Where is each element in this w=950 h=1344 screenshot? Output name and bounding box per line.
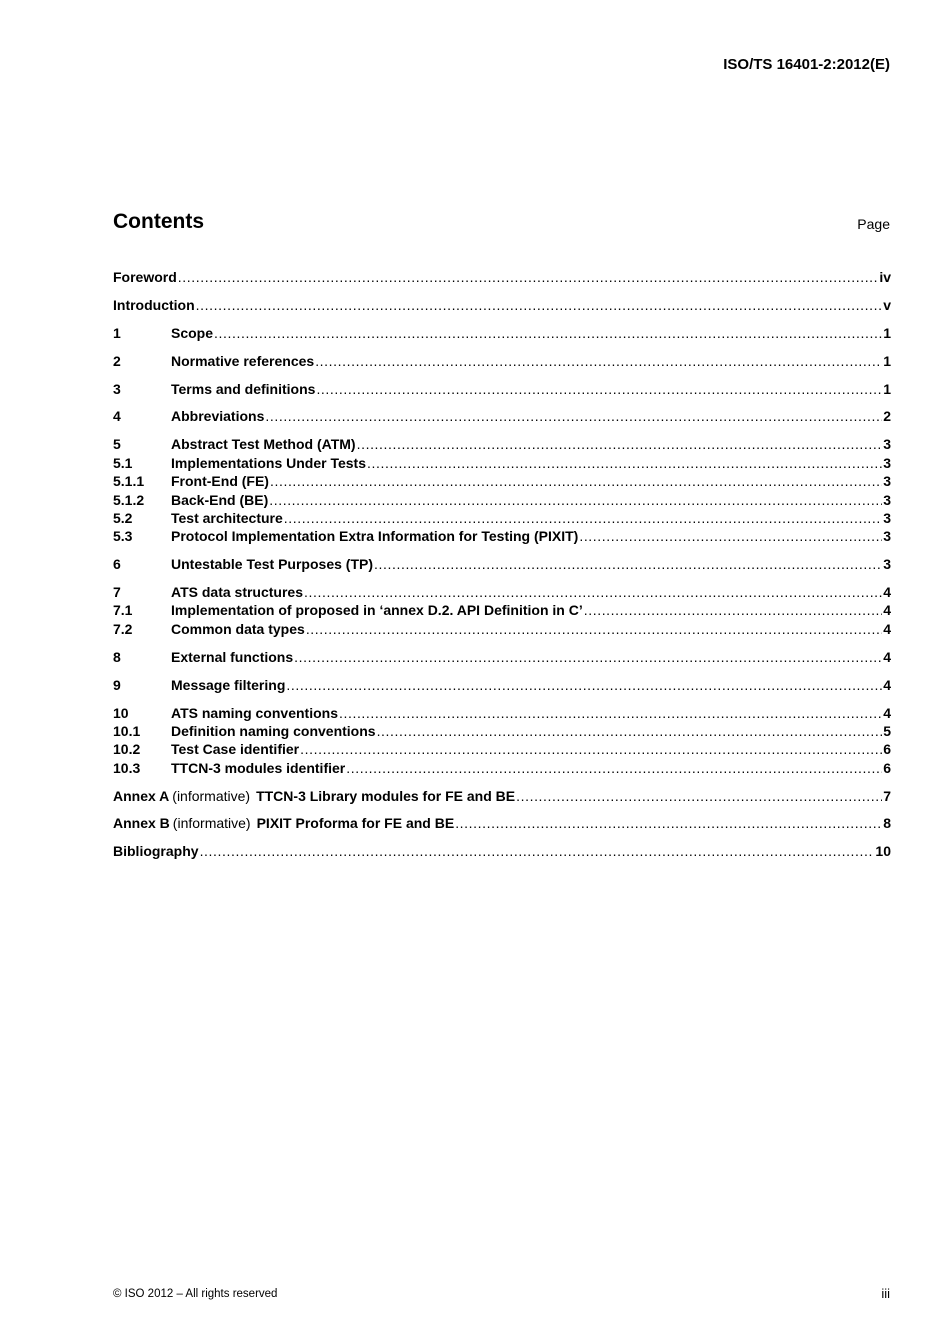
toc-entry-normative-references[interactable] <box>113 352 891 370</box>
copyright-notice: © ISO 2012 – All rights reserved <box>113 1288 278 1300</box>
table-of-contents <box>113 268 891 870</box>
toc-entry-terms-and-definitions[interactable] <box>113 380 891 398</box>
toc-group <box>113 676 891 694</box>
toc-page: 1 <box>883 352 891 369</box>
toc-group <box>113 407 891 425</box>
annex-note: (informative) <box>172 787 251 804</box>
toc-page: 3 <box>883 491 891 508</box>
toc-entry-test-case-identifier[interactable] <box>113 740 891 758</box>
annex-note: (informative) <box>172 815 251 832</box>
toc-title: Common data types <box>171 620 305 637</box>
annex-label: Annex B <box>113 815 170 832</box>
toc-group <box>113 555 891 573</box>
toc-page: 4 <box>883 620 891 637</box>
toc-number: 1 <box>113 324 121 341</box>
toc-title: Terms and definitions <box>171 380 316 397</box>
toc-title: ATS naming conventions <box>171 704 338 721</box>
toc-page: 1 <box>883 380 891 397</box>
toc-entry-pixit[interactable] <box>113 527 891 545</box>
toc-title: Message filtering <box>171 676 286 693</box>
dot-leader <box>516 787 882 805</box>
toc-title: Protocol Implementation Extra Information for Testing (PIXIT) <box>171 528 579 545</box>
toc-group <box>113 296 891 314</box>
toc-page: 3 <box>883 436 891 453</box>
toc-page: 2 <box>883 408 891 425</box>
toc-number: 10 <box>113 704 129 721</box>
dot-leader <box>455 814 882 832</box>
toc-entry-external-functions[interactable] <box>113 648 891 666</box>
dot-leader <box>178 268 879 286</box>
toc-number: 5 <box>113 436 121 453</box>
toc-page: 3 <box>883 528 891 545</box>
toc-page: iv <box>879 269 891 285</box>
toc-title: ATS data structures <box>171 584 303 601</box>
toc-number: 5.1.1 <box>113 473 145 490</box>
toc-number: 6 <box>113 556 121 573</box>
toc-page: 8 <box>883 815 891 832</box>
toc-title: Introduction <box>113 296 195 313</box>
toc-title: TTCN-3 modules identifier <box>171 759 346 776</box>
toc-title: Scope <box>171 324 214 341</box>
dot-leader <box>306 620 882 638</box>
toc-title: Bibliography <box>113 843 199 860</box>
toc-number: 7 <box>113 584 121 601</box>
dot-leader <box>196 296 883 314</box>
dot-leader <box>357 435 883 453</box>
toc-group <box>113 268 891 286</box>
toc-group <box>113 704 891 778</box>
toc-entry-implementations-under-tests[interactable] <box>113 454 891 472</box>
toc-entry-common-data-types[interactable] <box>113 620 891 638</box>
toc-title: Abstract Test Method (ATM) <box>171 436 356 453</box>
toc-entry-test-architecture[interactable] <box>113 509 891 527</box>
dot-leader <box>346 759 882 777</box>
dot-leader <box>214 324 882 342</box>
toc-number: 5.1 <box>113 454 133 471</box>
dot-leader <box>270 472 882 490</box>
dot-leader <box>286 676 882 694</box>
contents-heading: Contents <box>113 210 204 233</box>
toc-page: 3 <box>883 509 891 526</box>
toc-title: Implementation of proposed in ‘annex D.2. API Definition in C’ <box>171 602 583 619</box>
toc-number: 7.2 <box>113 620 133 637</box>
toc-title: Back-End (BE) <box>171 491 269 508</box>
toc-page: 3 <box>883 473 891 490</box>
toc-group <box>113 842 891 860</box>
document-id: ISO/TS 16401-2:2012(E) <box>723 56 890 73</box>
toc-group <box>113 352 891 370</box>
toc-entry-foreword[interactable] <box>113 268 891 286</box>
toc-entry-introduction[interactable] <box>113 296 891 314</box>
dot-leader <box>294 648 882 666</box>
toc-number: 5.3 <box>113 528 133 545</box>
toc-page: 3 <box>883 454 891 471</box>
toc-number: 5.1.2 <box>113 491 145 508</box>
toc-page: 6 <box>883 741 891 758</box>
toc-number: 10.2 <box>113 741 141 758</box>
annex-title: PIXIT Proforma for FE and BE <box>256 815 455 832</box>
toc-group <box>113 435 891 545</box>
toc-page: 4 <box>883 648 891 665</box>
dot-leader <box>300 740 882 758</box>
toc-group <box>113 324 891 342</box>
toc-entry-abbreviations[interactable] <box>113 407 891 425</box>
toc-number: 2 <box>113 352 121 369</box>
dot-leader <box>377 722 883 740</box>
toc-number: 4 <box>113 408 121 425</box>
toc-entry-scope[interactable] <box>113 324 891 342</box>
toc-title: Foreword <box>113 269 177 285</box>
dot-leader <box>579 527 882 545</box>
toc-group <box>113 814 891 832</box>
dot-leader <box>316 380 882 398</box>
toc-page: 5 <box>883 722 891 739</box>
toc-number: 8 <box>113 648 121 665</box>
annex-title: TTCN-3 Library modules for FE and BE <box>256 787 516 804</box>
page-column-label: Page <box>857 216 890 232</box>
toc-entry-ttcn3-modules-identifier[interactable] <box>113 759 891 777</box>
toc-page: 4 <box>883 676 891 693</box>
toc-number: 10.3 <box>113 759 141 776</box>
toc-number: 7.1 <box>113 602 133 619</box>
toc-title: External functions <box>171 648 294 665</box>
dot-leader <box>265 407 882 425</box>
toc-entry-back-end[interactable] <box>113 491 891 509</box>
toc-number: 10.1 <box>113 722 141 739</box>
toc-number: 5.2 <box>113 509 133 526</box>
toc-page: 4 <box>883 704 891 721</box>
toc-page: 3 <box>883 556 891 573</box>
toc-page: 4 <box>883 602 891 619</box>
dot-leader <box>339 704 882 722</box>
toc-group <box>113 648 891 666</box>
toc-entry-implementation-of-proposed[interactable] <box>113 601 891 619</box>
annex-label: Annex A <box>113 787 170 804</box>
dot-leader <box>367 454 882 472</box>
toc-page: 4 <box>883 584 891 601</box>
dot-leader <box>315 352 882 370</box>
toc-title <box>113 814 454 832</box>
toc-page: v <box>883 296 891 313</box>
toc-entry-bibliography[interactable] <box>113 842 891 860</box>
dot-leader <box>284 509 882 527</box>
dot-leader <box>200 842 875 860</box>
toc-title: Front-End (FE) <box>171 473 269 490</box>
toc-entry-ats-naming-conventions[interactable] <box>113 704 891 722</box>
toc-title: Abbreviations <box>171 408 265 425</box>
toc-group <box>113 583 891 638</box>
toc-entry-annex-a[interactable] <box>113 787 891 805</box>
toc-entry-annex-b[interactable] <box>113 814 891 832</box>
toc-entry-ats-data-structures[interactable] <box>113 583 891 601</box>
toc-title: Test architecture <box>171 509 283 526</box>
toc-title: Untestable Test Purposes (TP) <box>171 556 374 573</box>
toc-entry-definition-naming-conventions[interactable] <box>113 722 891 740</box>
dot-leader <box>584 601 882 619</box>
toc-entry-untestable-test-purposes[interactable] <box>113 555 891 573</box>
dot-leader <box>269 491 882 509</box>
toc-title: Implementations Under Tests <box>171 454 367 471</box>
toc-number: 3 <box>113 380 121 397</box>
toc-page: 7 <box>883 787 891 804</box>
dot-leader <box>374 555 882 573</box>
toc-title <box>113 787 515 805</box>
toc-number: 9 <box>113 676 121 693</box>
dot-leader <box>304 583 882 601</box>
toc-title: Normative references <box>171 352 315 369</box>
toc-page: 1 <box>883 324 891 341</box>
toc-entry-abstract-test-method[interactable] <box>113 435 891 453</box>
toc-title: Definition naming conventions <box>171 722 376 739</box>
page-number: iii <box>881 1286 890 1301</box>
toc-entry-message-filtering[interactable] <box>113 676 891 694</box>
toc-group <box>113 787 891 805</box>
toc-page: 10 <box>875 843 891 860</box>
toc-group <box>113 380 891 398</box>
toc-entry-front-end[interactable] <box>113 472 891 490</box>
toc-title: Test Case identifier <box>171 741 300 758</box>
toc-page: 6 <box>883 759 891 776</box>
